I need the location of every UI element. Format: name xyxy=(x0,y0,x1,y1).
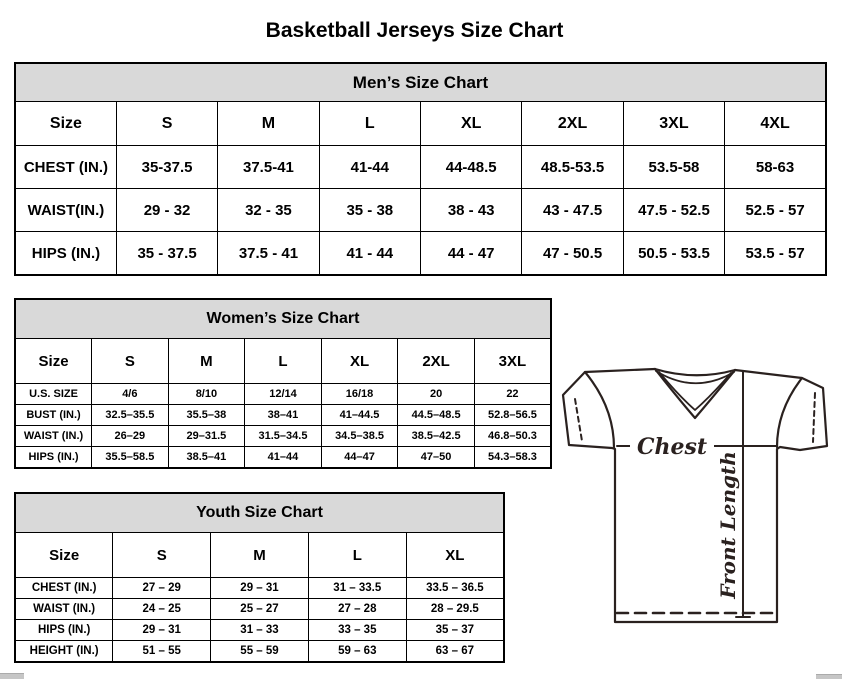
left-armhole-seam xyxy=(585,372,614,448)
column-header: M xyxy=(211,533,309,578)
row-label: WAIST(IN.) xyxy=(15,189,116,232)
row-label: HIPS (IN.) xyxy=(15,620,113,641)
column-header: Size xyxy=(15,533,113,578)
size-value-cell: 25 – 27 xyxy=(211,599,309,620)
column-header: 2XL xyxy=(398,339,475,384)
column-header: 4XL xyxy=(725,102,826,146)
jersey-outline xyxy=(563,369,827,622)
size-value-cell: 35 - 37.5 xyxy=(116,232,217,276)
size-value-cell: 41–44.5 xyxy=(321,405,398,426)
column-header: XL xyxy=(321,339,398,384)
row-label: CHEST (IN.) xyxy=(15,146,116,189)
column-header: XL xyxy=(406,533,504,578)
column-header: Size xyxy=(15,339,92,384)
size-value-cell: 24 – 25 xyxy=(113,599,211,620)
table-row xyxy=(15,620,504,641)
size-value-cell: 22 xyxy=(474,384,551,405)
size-value-cell: 35-37.5 xyxy=(116,146,217,189)
size-value-cell: 53.5 - 57 xyxy=(725,232,826,276)
size-value-cell: 54.3–58.3 xyxy=(474,447,551,469)
size-value-cell: 27 – 29 xyxy=(113,578,211,599)
left-cuff-dashed-line xyxy=(575,399,582,441)
size-value-cell: 47–50 xyxy=(398,447,475,469)
table-row xyxy=(15,641,504,663)
youth-size-table xyxy=(14,492,505,663)
size-value-cell: 29 - 32 xyxy=(116,189,217,232)
table-row xyxy=(15,599,504,620)
mens-size-table xyxy=(14,62,827,276)
column-header: 2XL xyxy=(522,102,623,146)
size-value-cell: 38–41 xyxy=(245,405,322,426)
size-value-cell: 31 – 33 xyxy=(211,620,309,641)
horizontal-scrollbar-fragment-left[interactable] xyxy=(0,673,24,679)
table-row xyxy=(15,189,826,232)
column-header: S xyxy=(92,339,169,384)
size-value-cell: 31.5–34.5 xyxy=(245,426,322,447)
table-title-row xyxy=(15,63,826,102)
size-value-cell: 44–47 xyxy=(321,447,398,469)
size-value-cell: 35.5–58.5 xyxy=(92,447,169,469)
size-value-cell: 35 – 37 xyxy=(406,620,504,641)
size-value-cell: 28 – 29.5 xyxy=(406,599,504,620)
size-value-cell: 50.5 - 53.5 xyxy=(623,232,724,276)
size-value-cell: 41 - 44 xyxy=(319,232,420,276)
column-header: 3XL xyxy=(474,339,551,384)
size-value-cell: 44 - 47 xyxy=(421,232,522,276)
table-title: Youth Size Chart xyxy=(15,493,504,533)
column-header: 3XL xyxy=(623,102,724,146)
horizontal-scrollbar-fragment-right[interactable] xyxy=(816,674,842,679)
table-header-row xyxy=(15,102,826,146)
size-value-cell: 55 – 59 xyxy=(211,641,309,663)
size-value-cell: 41-44 xyxy=(319,146,420,189)
size-value-cell: 31 – 33.5 xyxy=(308,578,406,599)
table-row xyxy=(15,405,551,426)
column-header: M xyxy=(168,339,245,384)
size-value-cell: 27 – 28 xyxy=(308,599,406,620)
size-value-cell: 29 – 31 xyxy=(113,620,211,641)
row-label: WAIST (IN.) xyxy=(15,426,92,447)
column-header: L xyxy=(245,339,322,384)
size-value-cell: 8/10 xyxy=(168,384,245,405)
row-label: HEIGHT (IN.) xyxy=(15,641,113,663)
table-row xyxy=(15,384,551,405)
size-value-cell: 47.5 - 52.5 xyxy=(623,189,724,232)
table-row xyxy=(15,578,504,599)
size-value-cell: 38.5–41 xyxy=(168,447,245,469)
table-title: Women’s Size Chart xyxy=(15,299,551,339)
table-header-row xyxy=(15,533,504,578)
page-title: Basketball Jerseys Size Chart xyxy=(265,19,564,43)
size-value-cell: 29 – 31 xyxy=(211,578,309,599)
size-value-cell: 63 – 67 xyxy=(406,641,504,663)
table-title-row xyxy=(15,493,504,533)
size-value-cell: 44.5–48.5 xyxy=(398,405,475,426)
row-label: U.S. SIZE xyxy=(15,384,92,405)
column-header: M xyxy=(218,102,319,146)
size-value-cell: 37.5-41 xyxy=(218,146,319,189)
collar-back-arc-1 xyxy=(655,369,735,375)
size-value-cell: 35.5–38 xyxy=(168,405,245,426)
row-label: HIPS (IN.) xyxy=(15,232,116,276)
size-value-cell: 52.5 - 57 xyxy=(725,189,826,232)
size-value-cell: 4/6 xyxy=(92,384,169,405)
row-label: CHEST (IN.) xyxy=(15,578,113,599)
size-value-cell: 12/14 xyxy=(245,384,322,405)
size-value-cell: 53.5-58 xyxy=(623,146,724,189)
chest-label: Chest xyxy=(636,434,708,460)
column-header: S xyxy=(116,102,217,146)
table-row xyxy=(15,426,551,447)
table-row xyxy=(15,447,551,469)
row-label: BUST (IN.) xyxy=(15,405,92,426)
size-value-cell: 35 - 38 xyxy=(319,189,420,232)
womens-size-table xyxy=(14,298,552,469)
table-row xyxy=(15,146,826,189)
size-value-cell: 46.8–50.3 xyxy=(474,426,551,447)
size-value-cell: 38.5–42.5 xyxy=(398,426,475,447)
column-header: XL xyxy=(421,102,522,146)
size-value-cell: 58-63 xyxy=(725,146,826,189)
size-value-cell: 52.8–56.5 xyxy=(474,405,551,426)
size-value-cell: 37.5 - 41 xyxy=(218,232,319,276)
table-title: Men’s Size Chart xyxy=(15,63,826,102)
size-value-cell: 16/18 xyxy=(321,384,398,405)
column-header: S xyxy=(113,533,211,578)
column-header: L xyxy=(319,102,420,146)
size-value-cell: 41–44 xyxy=(245,447,322,469)
front-length-label: Front Length xyxy=(716,451,740,599)
row-label: HIPS (IN.) xyxy=(15,447,92,469)
column-header: Size xyxy=(15,102,116,146)
size-value-cell: 51 – 55 xyxy=(113,641,211,663)
size-value-cell: 32 - 35 xyxy=(218,189,319,232)
row-label: WAIST (IN.) xyxy=(15,599,113,620)
size-value-cell: 34.5–38.5 xyxy=(321,426,398,447)
size-value-cell: 33 – 35 xyxy=(308,620,406,641)
size-value-cell: 47 - 50.5 xyxy=(522,232,623,276)
column-header: L xyxy=(308,533,406,578)
size-value-cell: 44-48.5 xyxy=(421,146,522,189)
size-value-cell: 59 – 63 xyxy=(308,641,406,663)
right-armhole-seam xyxy=(777,378,802,447)
size-value-cell: 38 - 43 xyxy=(421,189,522,232)
right-cuff-dashed-line xyxy=(813,393,815,442)
table-title-row xyxy=(15,299,551,339)
table-row xyxy=(15,232,826,276)
size-value-cell: 32.5–35.5 xyxy=(92,405,169,426)
size-value-cell: 43 - 47.5 xyxy=(522,189,623,232)
size-value-cell: 29–31.5 xyxy=(168,426,245,447)
size-value-cell: 48.5-53.5 xyxy=(522,146,623,189)
size-value-cell: 33.5 – 36.5 xyxy=(406,578,504,599)
table-header-row xyxy=(15,339,551,384)
jersey-measurement-diagram xyxy=(556,355,840,627)
size-value-cell: 20 xyxy=(398,384,475,405)
size-value-cell: 26–29 xyxy=(92,426,169,447)
